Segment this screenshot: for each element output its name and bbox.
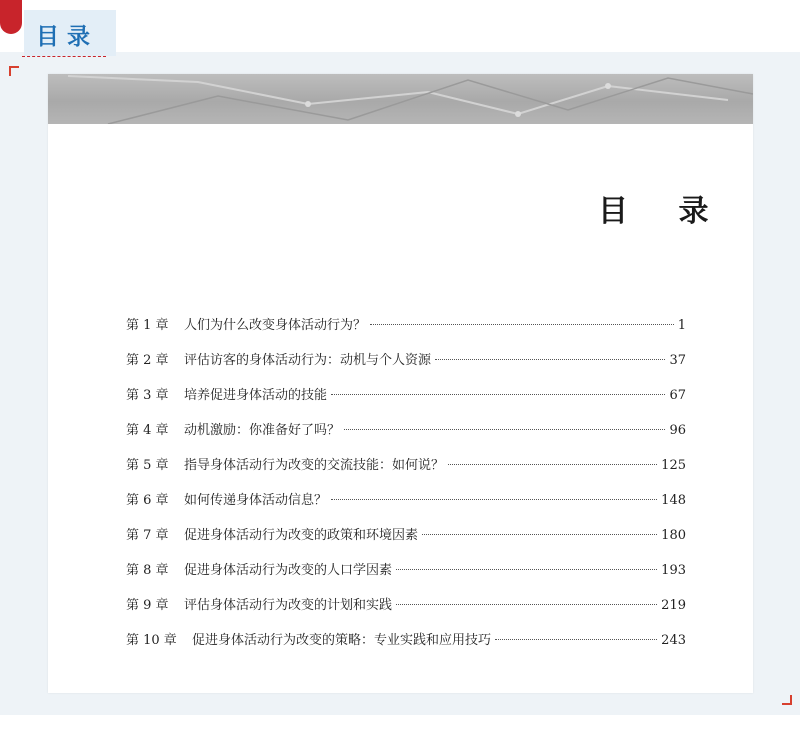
toc-page: 37	[669, 353, 686, 368]
toc-chapter: 第 6 章	[126, 493, 169, 508]
toc-leader	[448, 464, 657, 465]
toc-row[interactable]	[126, 349, 686, 384]
toc-title: 促进身体活动行为改变的策略：专业实践和应用技巧	[192, 633, 492, 648]
header-underline	[22, 56, 106, 57]
toc-page: 67	[669, 388, 686, 403]
toc-leader	[495, 639, 657, 640]
toc-page: 180	[661, 528, 686, 543]
toc-title: 促进身体活动行为改变的人口学因素	[184, 563, 393, 578]
red-bookmark-icon	[0, 0, 22, 34]
toc-title: 人们为什么改变身体活动行为？	[184, 318, 367, 333]
toc-page: 148	[661, 493, 686, 508]
toc-chapter: 第 5 章	[126, 458, 169, 473]
toc-row[interactable]	[126, 489, 686, 524]
corner-mark-bottom-right	[782, 695, 792, 705]
toc-leader	[344, 429, 665, 430]
toc-row[interactable]	[126, 384, 686, 419]
toc-chapter: 第 4 章	[126, 423, 169, 438]
toc-chapter: 第 2 章	[126, 353, 169, 368]
toc-chapter: 第 1 章	[126, 318, 169, 333]
toc-chapter: 第 10 章	[126, 633, 177, 648]
decorative-pattern-icon	[48, 74, 753, 124]
book-page	[48, 74, 753, 693]
toc-leader	[435, 359, 665, 360]
table-of-contents	[126, 314, 686, 664]
toc-row[interactable]	[126, 594, 686, 629]
header-title: 目录	[36, 24, 98, 50]
toc-page: 1	[677, 318, 686, 333]
toc-row[interactable]	[126, 524, 686, 559]
toc-title: 评估访客的身体活动行为：动机与个人资源	[184, 353, 432, 368]
toc-title: 促进身体活动行为改变的政策和环境因素	[184, 528, 419, 543]
corner-mark-top-left	[9, 66, 19, 76]
toc-page: 243	[661, 633, 686, 648]
toc-leader	[422, 534, 657, 535]
toc-chapter: 第 7 章	[126, 528, 169, 543]
toc-row[interactable]	[126, 629, 686, 664]
toc-chapter: 第 8 章	[126, 563, 169, 578]
page-header-band	[48, 74, 753, 124]
toc-title: 动机激励：你准备好了吗？	[184, 423, 341, 438]
toc-page: 219	[661, 598, 686, 613]
toc-row[interactable]	[126, 454, 686, 489]
toc-row[interactable]	[126, 419, 686, 454]
toc-leader	[396, 604, 657, 605]
toc-row[interactable]	[126, 559, 686, 594]
toc-title: 培养促进身体活动的技能	[184, 388, 328, 403]
toc-title: 如何传递身体活动信息？	[184, 493, 328, 508]
toc-row[interactable]	[126, 314, 686, 349]
toc-page: 125	[661, 458, 686, 473]
toc-chapter: 第 9 章	[126, 598, 169, 613]
page-title: 目 录	[598, 194, 729, 229]
toc-leader	[370, 324, 674, 325]
toc-leader	[396, 569, 657, 570]
toc-leader	[331, 394, 665, 395]
toc-chapter: 第 3 章	[126, 388, 169, 403]
toc-page: 193	[661, 563, 686, 578]
toc-leader	[331, 499, 657, 500]
toc-page: 96	[669, 423, 686, 438]
toc-title: 评估身体活动行为改变的计划和实践	[184, 598, 393, 613]
toc-title: 指导身体活动行为改变的交流技能：如何说？	[184, 458, 445, 473]
